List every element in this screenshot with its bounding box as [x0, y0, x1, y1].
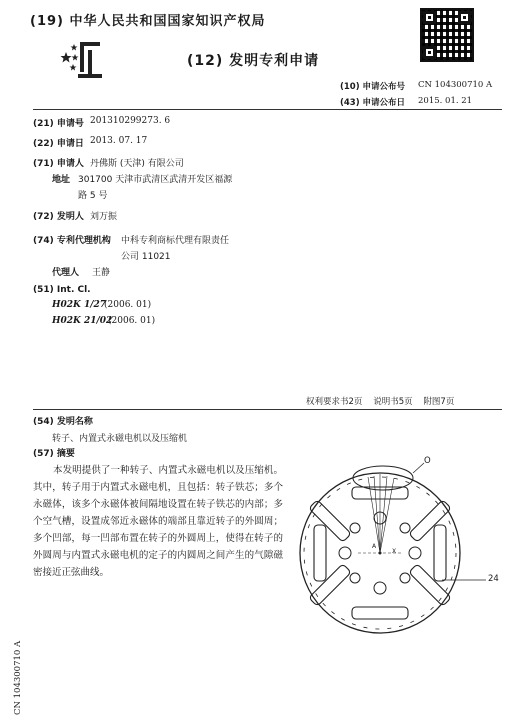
- figure-label-a: A: [372, 543, 377, 550]
- qr-code-icon: [420, 8, 474, 62]
- vertical-pub-code: CN 104300710 A: [13, 640, 23, 715]
- doc-type: (12) 发明专利申请: [187, 53, 320, 69]
- header-divider: [33, 109, 502, 110]
- pages-info: 权利要求书2页 说明书5页 附图7页: [306, 397, 455, 407]
- inventor-label: (72) 发明人: [33, 212, 84, 222]
- pub-no-label: (10) 申请公布号: [340, 82, 406, 92]
- intcl-label: (51) Int. Cl.: [33, 285, 91, 295]
- title-label: (54) 发明名称: [33, 417, 93, 427]
- invention-title: 转子、内置式永磁电机以及压缩机: [52, 434, 188, 444]
- applicant: 丹佛斯 (天津) 有限公司: [90, 159, 184, 169]
- address-line1: 301700 天津市武清区武清开发区福源: [78, 175, 233, 185]
- address-label: 地址: [52, 175, 71, 185]
- cnipa-logo-icon: [58, 38, 106, 80]
- applicant-label: (71) 申请人: [33, 159, 84, 169]
- app-date: 2013. 07. 17: [90, 136, 148, 146]
- ipc-version: (2006. 01): [104, 300, 152, 310]
- app-date-label: (22) 申请日: [33, 139, 84, 149]
- agency-line1: 中科专利商标代理有限责任: [121, 236, 230, 246]
- app-no-label: (21) 申请号: [33, 119, 84, 129]
- abstract-text: 本发明提供了一种转子、内置式永磁电机以及压缩机。其中，转子用于内置式永磁电机，且包括：转子铁芯；多个永磁体，该多个永磁体被间隔地设置在转子铁芯的内部；多个空气槽，设置成邻近永磁体的端部且靠近转子的外圆周；多个凹部，每一凹部布置在转子的外圆周上，使得在转子的外圆周与内置式永磁电机的定子的内圆周之间产生的气隙磁密接近正弦曲线。: [33, 465, 283, 578]
- pages-divider: [33, 409, 502, 410]
- pub-date-label: (43) 申请公布日: [340, 98, 406, 108]
- agency-label: (74) 专利代理机构: [33, 236, 111, 246]
- office-name: (19) 中华人民共和国国家知识产权局: [30, 14, 266, 29]
- inventor: 刘万振: [90, 212, 118, 222]
- figure-label-x: X: [392, 548, 397, 555]
- agent-label: 代理人: [52, 268, 80, 278]
- pub-no: CN 104300710 A: [418, 80, 493, 90]
- agency-line2: 公司 11021: [121, 252, 171, 262]
- address-line2: 路 5 号: [78, 191, 108, 201]
- rotor-figure: [288, 440, 518, 640]
- figure-label-o: O: [424, 456, 431, 466]
- agent: 王静: [92, 268, 111, 278]
- figure-label-24: 24: [488, 574, 499, 584]
- ipc-code: H02K 1/27: [52, 300, 107, 310]
- abstract-label: (57) 摘要: [33, 449, 75, 459]
- pub-date: 2015. 01. 21: [418, 96, 473, 106]
- ipc-version: (2006. 01): [108, 316, 156, 326]
- app-no: 201310299273. 6: [90, 116, 171, 126]
- ipc-code: H02K 21/02: [52, 316, 113, 326]
